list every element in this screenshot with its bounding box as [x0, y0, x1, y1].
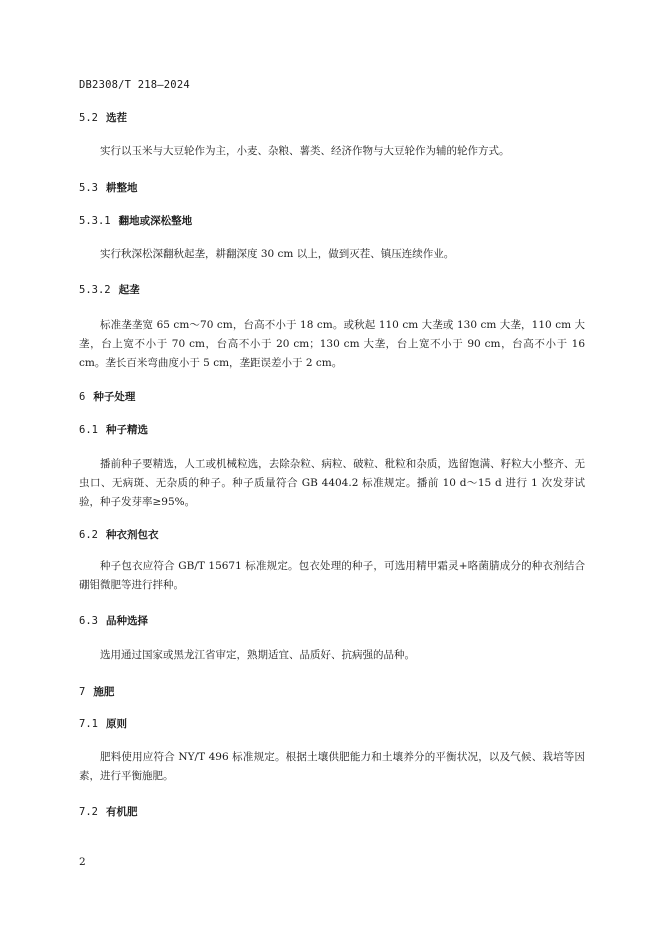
heading-title: 耕整地 [105, 182, 138, 194]
heading-number: 5.3.2 [79, 284, 111, 296]
heading-5-3-1 [79, 213, 192, 228]
heading-title: 品种选择 [105, 615, 148, 627]
heading-number: 5.2 [79, 112, 98, 124]
heading-6-2 [79, 527, 158, 542]
paragraph-5-3-1: 实行秋深松深翻秋起垄，耕翻深度 30 cm 以上，做到灭茬、镇压连续作业。 [100, 248, 455, 260]
heading-title: 种衣剂包衣 [105, 529, 159, 541]
heading-number: 5.3.1 [79, 215, 111, 227]
heading-title: 种子处理 [93, 391, 136, 403]
heading-5-3-2 [79, 282, 140, 297]
paragraph-5-2: 实行以玉米与大豆轮作为主，小麦、杂粮、薯类、经济作物与大豆轮作为辅的轮作方式。 [100, 145, 510, 157]
heading-6-3 [79, 613, 148, 628]
heading-title: 有机肥 [105, 806, 138, 818]
paragraph-6-3: 选用通过国家或黑龙江省审定，熟期适宜、品质好、抗病强的品种。 [100, 649, 415, 661]
heading-number: 6.2 [79, 529, 98, 541]
heading-number: 7 [79, 686, 86, 698]
heading-6-1 [79, 422, 148, 437]
heading-number: 6.1 [79, 424, 98, 436]
heading-7-2 [79, 804, 137, 819]
paragraph-7-1: 肥料使用应符合 NY/T 496 标准规定。根据土壤供肥能力和土壤养分的平衡状况，以及气候、栽培等因素，进行平衡施肥。 [79, 751, 585, 782]
heading-7 [79, 684, 114, 699]
heading-number: 6 [79, 391, 86, 403]
heading-title: 原则 [105, 718, 127, 730]
heading-number: 7.1 [79, 718, 98, 730]
heading-number: 7.2 [79, 806, 98, 818]
heading-title: 种子精选 [105, 424, 148, 436]
heading-5-2 [79, 110, 127, 125]
document-code: DB2308/T 218—2024 [79, 79, 190, 91]
heading-number: 5.3 [79, 182, 98, 194]
paragraph-5-3-2: 标准垄垄宽 65 cm～70 cm，台高不小于 18 cm。或秋起 110 cm 大垄或 130 cm 大垄，110 cm 大垄，台上宽不小于 70 cm，台高不小于 20 cm；130 cm 大垄，台上宽不小于 90 cm，台高不小于 16 cm。垄长百米弯曲度小于 5 cm，垄距误差小于 2 cm。 [79, 319, 585, 369]
paragraph-6-1: 播前种子要精选，人工或机械粒选，去除杂粒、病粒、破粒、秕粒和杂质，选留饱满、籽粒大小整齐、无虫口、无病斑、无杂质的种子。种子质量符合 GB 4404.2 标准规定。播前 10 d～15 d 进行 1 次发芽试验，种子发芽率≥95%。 [79, 458, 585, 508]
heading-title: 选茬 [105, 112, 127, 124]
heading-title: 施肥 [93, 686, 115, 698]
heading-6 [79, 389, 135, 404]
heading-title: 起垄 [118, 284, 140, 296]
heading-7-1 [79, 716, 127, 731]
heading-5-3 [79, 180, 137, 195]
page-number: 2 [79, 856, 86, 868]
paragraph-6-2: 种子包衣应符合 GB/T 15671 标准规定。包衣处理的种子，可选用精甲霜灵+咯菌腈成分的种衣剂结合硼钼微肥等进行拌种。 [79, 560, 585, 591]
heading-number: 6.3 [79, 615, 98, 627]
heading-title: 翻地或深松整地 [118, 215, 193, 227]
